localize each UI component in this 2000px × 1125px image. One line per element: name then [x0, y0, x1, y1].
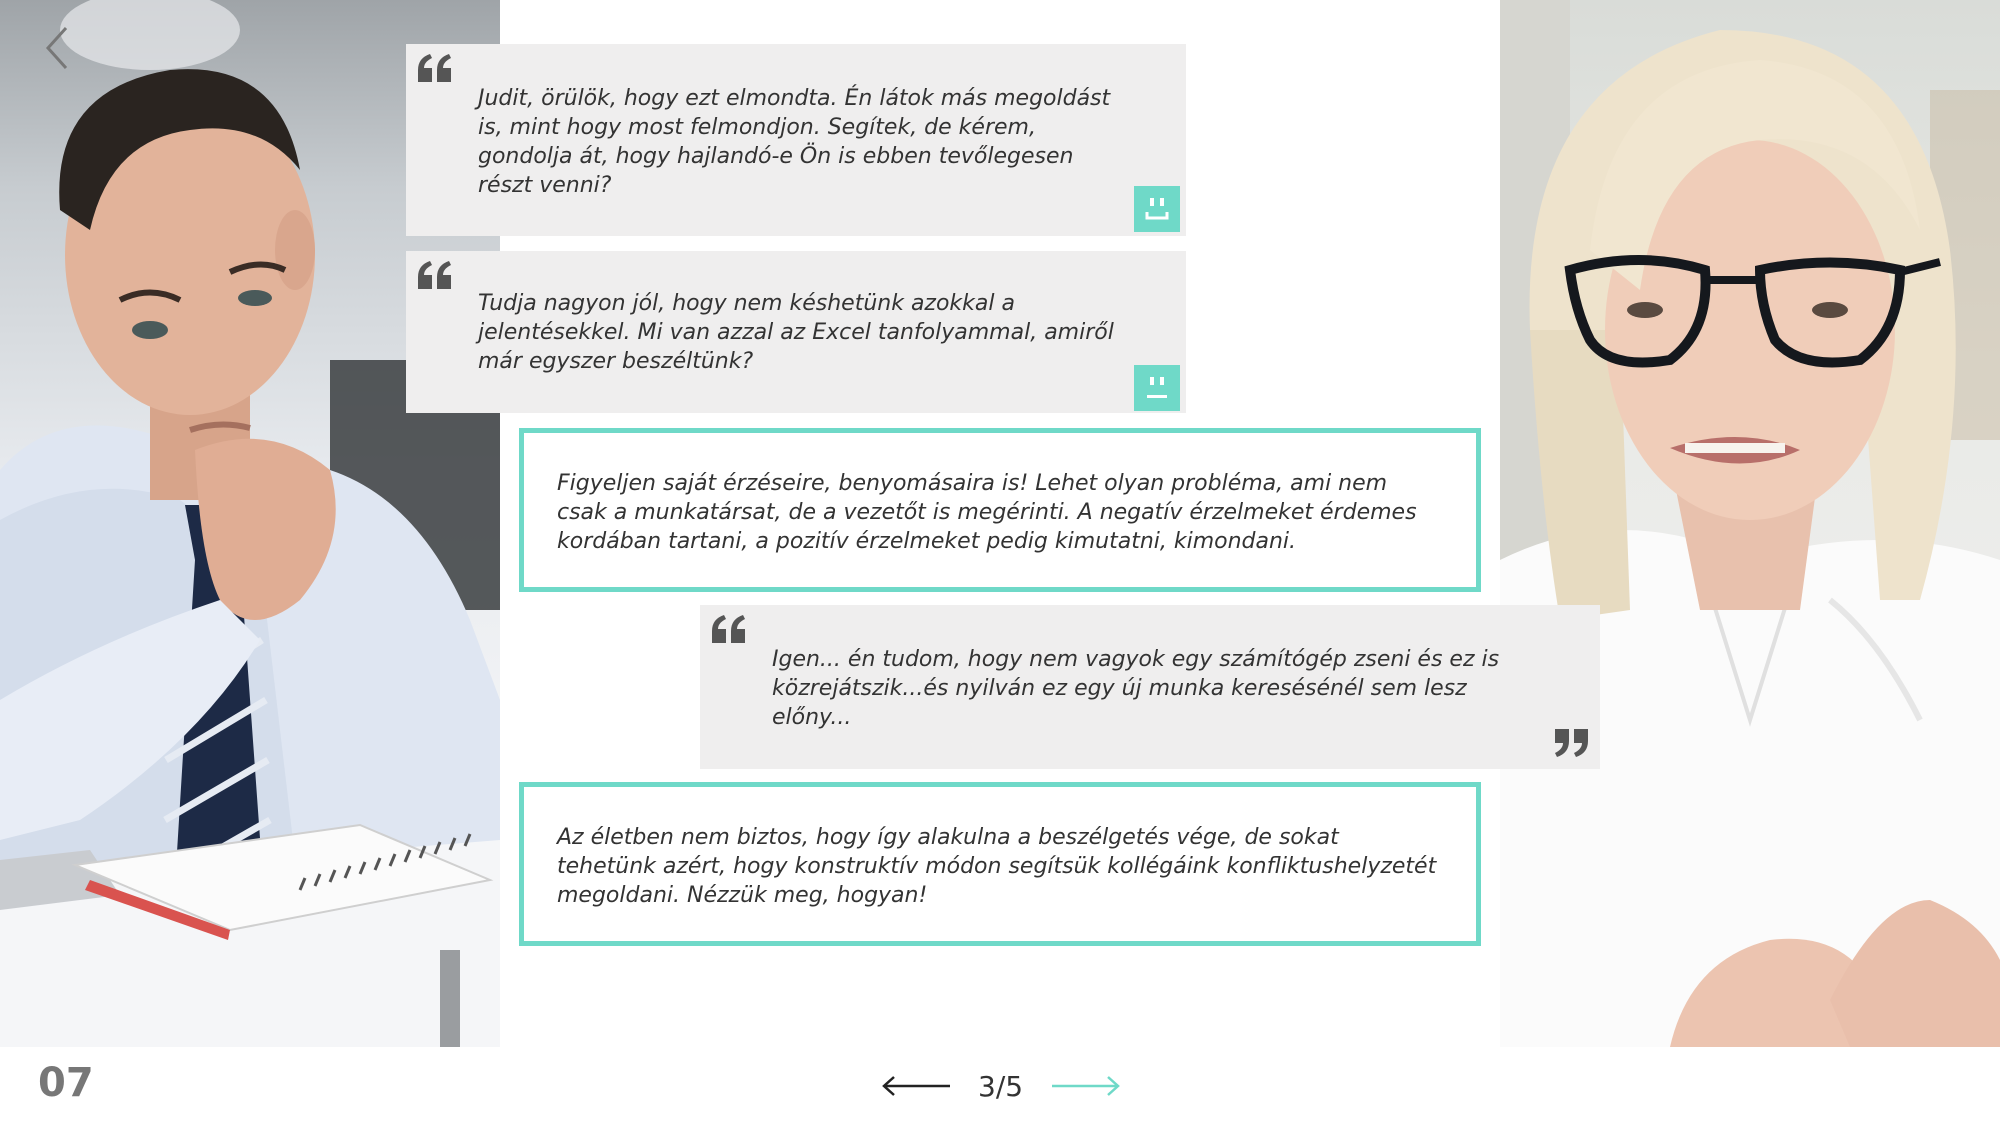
- smiley-icon: [1134, 186, 1180, 232]
- quote-open-icon: [416, 52, 454, 84]
- speech-text: Judit, örülök, hogy ezt elmondta. Én látok más megoldást is, mint hogy most felmondjon. Segítek, de kérem, gondolja át, hogy hajlandó-e Ön is ebben tevőlegesen részt venni?: [478, 86, 1111, 198]
- tip-text: Figyeljen saját érzéseire, benyomásaira is! Lehet olyan probléma, ami nem csak a munkatársat, de a vezetőt is megérinti. A negatív érzelmeket érdemes kordában tartani, a pozitív érzelmeket pedig kimutatni, kimondani.: [557, 471, 1417, 554]
- employee-photo: [1500, 0, 2000, 1047]
- quote-open-icon: [710, 613, 748, 645]
- chevron-left-icon: [38, 22, 82, 74]
- tip-box-2: [519, 782, 1481, 946]
- arrow-right-icon: [1050, 1074, 1122, 1098]
- back-chevron-button[interactable]: [38, 22, 82, 74]
- neutral-face-icon: [1134, 365, 1180, 411]
- manager-speech-bubble-2: [406, 251, 1186, 413]
- tip-text: Az életben nem biztos, hogy így alakulna a beszélgetés vége, de sokat tehetünk azért, hogy konstruktív módon segítsük kollégáink konfliktushelyzetét megoldani. Nézzük meg, hogyan!: [557, 825, 1437, 908]
- slide-number: 07: [38, 1060, 94, 1106]
- feedback-neutral-button[interactable]: [1134, 365, 1180, 411]
- quote-close-icon: [1552, 727, 1590, 759]
- feedback-smiley-button[interactable]: [1134, 186, 1180, 232]
- page-indicator: 3/5: [978, 1070, 1024, 1103]
- quote-open-icon: [416, 259, 454, 291]
- speech-text: Igen... én tudom, hogy nem vagyok egy számítógép zseni és ez is közrejátszik...és nyilván ez egy új munka keresésénél sem lesz előny...: [772, 647, 1500, 730]
- next-page-button[interactable]: [1050, 1074, 1122, 1098]
- arrow-left-icon: [880, 1074, 952, 1098]
- employee-speech-bubble: [700, 605, 1600, 769]
- previous-page-button[interactable]: [880, 1074, 952, 1098]
- tip-box-1: [519, 428, 1481, 592]
- manager-speech-bubble-1: [406, 44, 1186, 236]
- speech-text: Tudja nagyon jól, hogy nem késhetünk azokkal a jelentésekkel. Mi van azzal az Excel tanfolyammal, amiről már egyszer beszéltünk?: [478, 291, 1114, 374]
